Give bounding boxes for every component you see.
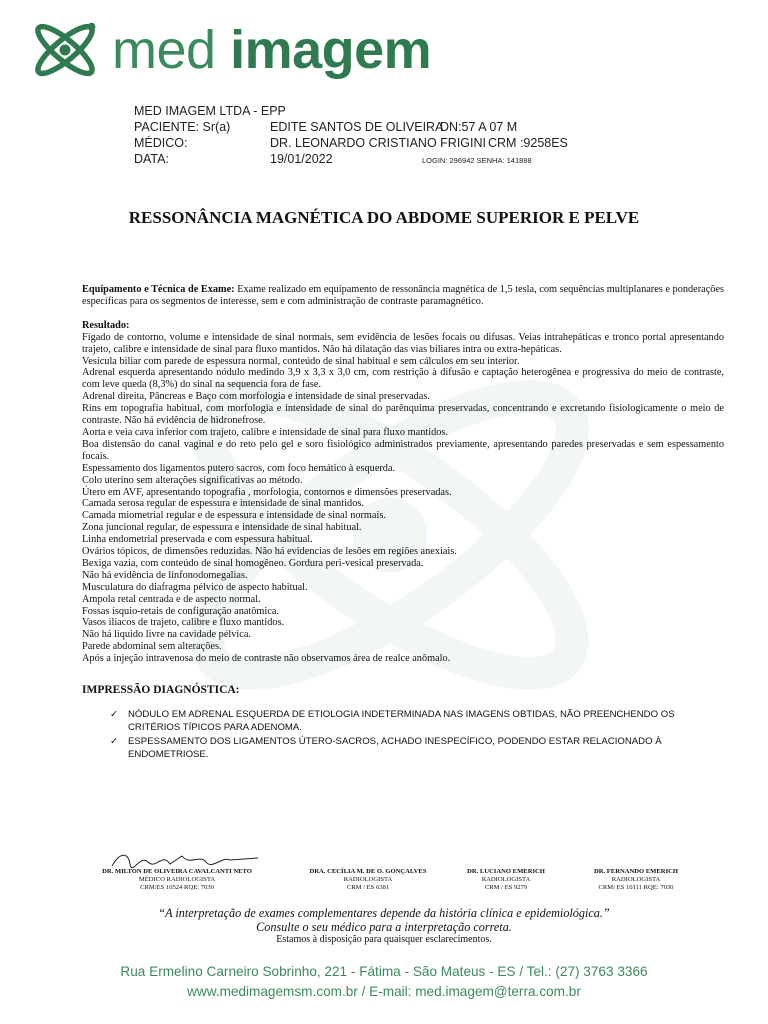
finding-line: Adrenal esquerda apresentando nódulo medindo 3,9 x 3,3 x 3,0 cm, com restrição à difusão e captação heterogênea e progressiva do meio de contraste, com leve queda (8,3%) do sinal na sequencia fora de fase. (82, 367, 724, 391)
finding-line: Boa distensão do canal vaginal e do reto pelo gel e soro fisiológico administrados previamente, apresentando paredes preservadas e sem espessamento focais. (82, 438, 724, 462)
signature-name: DR. LUCIANO EMERICH (467, 868, 545, 875)
signature-name: DR. MILTON DE OLIVEIRA CAVALCANTI NETO (102, 868, 252, 875)
finding-line: Ampola retal centrada e de aspecto normal. (82, 593, 261, 605)
signature-entry (570, 868, 702, 892)
finding-line: Camada serosa regular de espessura e intensidade de sinal mantidos. (82, 498, 364, 510)
finding-line: Não há evidência de linfonodomegalias. (82, 569, 248, 581)
checkmark-icon: ✓ (110, 736, 119, 747)
finding-line: Vasos ilíacos de trajeto, calibre e fluxo mantidos. (82, 617, 285, 629)
logo-wordmark (112, 20, 432, 80)
logo-word-med: med (112, 20, 216, 80)
signature-role: MÉDICO RADIOLOGISTA (138, 876, 216, 883)
finding-line: Musculatura do diafragma pélvico de aspecto habitual. (82, 581, 308, 593)
checkmark-icon: ✓ (110, 709, 119, 720)
company-logo (26, 14, 431, 86)
signature-role: RADIOLOGISTA (611, 876, 661, 883)
signature-name: DRA. CECÍLIA M. DE O. GONÇALVES (309, 868, 427, 875)
impression-item (110, 709, 710, 734)
finding-line: Rins em topografia habitual, com morfologia e intensidade de sinal do parênquima preservadas, concentrando e excretando fisiologicamente o meio de contraste. Não há evidência de hidronefrose. (82, 403, 724, 427)
signature-reg: CRM / ES 9279 (484, 884, 528, 891)
date-label: DATA: (134, 152, 169, 166)
finding-line: Zona juncional regular, de espessura e intensidade de sinal habitual. (82, 522, 362, 534)
impression-text: NÓDULO EM ADRENAL ESQUERDA DE ETIOLOGIA INDETERMINADA NAS IMAGENS OBTIDAS, NÃO PREENCHENDO OS CRITÉRIOS TÍPICOS PARA ADENOMA. (128, 709, 675, 733)
finding-line: Aorta e veia cava inferior com trajeto, calibre e intensidade de sinal para fluxo mantidos. (82, 426, 448, 438)
signature-role: RADIOLOGISTA (343, 876, 393, 883)
finding-line: Bexiga vazia, com conteúdo de sinal homogêneo. Gordura peri-vesical preservada. (82, 557, 424, 569)
finding-line: Fossas ísquio-retais de configuração anatômica. (82, 605, 280, 617)
finding-line: Ovários tópicos, de dimensões reduzidas. Não há evidencias de lesões em regiões anexiais. (82, 546, 457, 558)
report-body (82, 284, 724, 665)
finding-line: Colo uterino sem alterações significativas ao método. (82, 474, 303, 486)
technique-label: Equipamento e Técnica de Exame: (82, 284, 235, 295)
technique-paragraph (82, 284, 724, 308)
finding-line: Camada miometrial regular e de espessura e intensidade de sinal normais. (82, 510, 386, 522)
finding-line: Não há líquido livre na cavidade pélvica. (82, 629, 251, 641)
quote-line-2: Consulte o seu médico para a interpretação correta. (256, 920, 512, 934)
finding-line: Útero em AVF, apresentando topografia , morfologia, contornos e dimensões preservadas. (82, 486, 452, 498)
quote-line-1: “A interpretação de exames complementares depende da história clínica e epidemiológica.” (158, 906, 610, 920)
patient-name: EDITE SANTOS DE OLIVEIRA (270, 120, 444, 134)
availability-text: Estamos à disposição para quaisquer esclarecimentos. (276, 934, 492, 945)
doctor-name: DR. LEONARDO CRISTIANO FRIGINI (270, 136, 486, 150)
impression-text: ESPESSAMENTO DOS LIGAMENTOS ÚTERO-SACROS, ACHADO INESPECÍFICO, PODENDO ESTAR RELACIONADO À ENDOMETRIOSE. (128, 736, 662, 760)
finding-line: Fígado de contorno, volume e intensidade de sinal normais, sem evidência de lesões focais ou difusas. Veias intrahepáticas e tronco portal apresentando trajeto, calibre e intensidade de sinal para fluxo mantidos. Não há dilatação das vias biliares intra ou extra-hepáticas. (82, 331, 724, 355)
result-label: Resultado: (82, 319, 130, 331)
disclaimer-quote (0, 906, 768, 934)
finding-line: Após a injeção intravenosa do meio de contraste não observamos área de realce anômalo. (82, 653, 451, 665)
doctor-crm: CRM :9258ES (488, 136, 568, 150)
technique-text: Exame realizado em equipamento de ressonância magnética de 1,5 tesla, com sequências multiplanares e ponderações específicas para os segmentos de interesse, sem e com administração de contraste paramagnético. (82, 284, 725, 307)
impression-item (110, 736, 710, 761)
signature-entry (82, 868, 272, 892)
signature-reg: CRM/ES 10524 RQE: 7030 (140, 884, 214, 891)
footer-contact[interactable]: www.medimagemsm.com.br / E-mail: med.imagem@terra.com.br (187, 984, 581, 999)
finding-line: Parede abdominal sem alterações. (82, 641, 222, 653)
impressions-list (110, 709, 710, 763)
finding-line: Adrenal direita, Pâncreas e Baço com morfologia e intensidade de sinal preservadas. (82, 391, 430, 403)
logo-word-imagem: imagem (230, 20, 432, 80)
patient-label: PACIENTE: Sr(a) (134, 120, 231, 134)
findings-list (82, 332, 724, 665)
signature-reg: CRM/ ES 10111 RQE: 7030 (598, 884, 674, 891)
footer-address: Rua Ermelino Carneiro Sobrinho, 221 - Fátima - São Mateus - ES / Tel.: (27) 3763 3366 (120, 964, 648, 979)
signature-reg: CRM / ES 6381 (346, 884, 390, 891)
company-name: MED IMAGEM LTDA - EPP (134, 104, 286, 118)
patient-dn: DN:57 A 07 M (440, 120, 518, 134)
impression-label: IMPRESSÃO DIAGNÓSTICA: (82, 684, 240, 696)
exam-date: 19/01/2022 (270, 152, 333, 166)
finding-line: Linha endometrial preservada e com espessura habitual. (82, 534, 313, 546)
signature-name: DR. FERNANDO EMERICH (593, 868, 679, 875)
atom-logo-icon (26, 14, 104, 86)
finding-line: Espessamento dos ligamentos putero sacros, com foco hemático à esquerda. (82, 462, 396, 474)
handwritten-signature (110, 850, 260, 870)
report-title: RESSONÂNCIA MAGNÉTICA DO ABDOME SUPERIOR E PELVE (128, 208, 640, 227)
doctor-label: MÉDICO: (134, 136, 188, 150)
login-info: LOGIN: 296942 SENHA: 141888 (422, 156, 532, 165)
finding-line: Vesícula biliar com parede de espessura normal, conteúdo de sinal habitual e sem cálculos em seu interior. (82, 355, 520, 367)
signature-entry (288, 868, 448, 892)
signature-entry (450, 868, 562, 892)
signature-role: RADIOLOGISTA (481, 876, 531, 883)
signatures-block (82, 858, 702, 898)
